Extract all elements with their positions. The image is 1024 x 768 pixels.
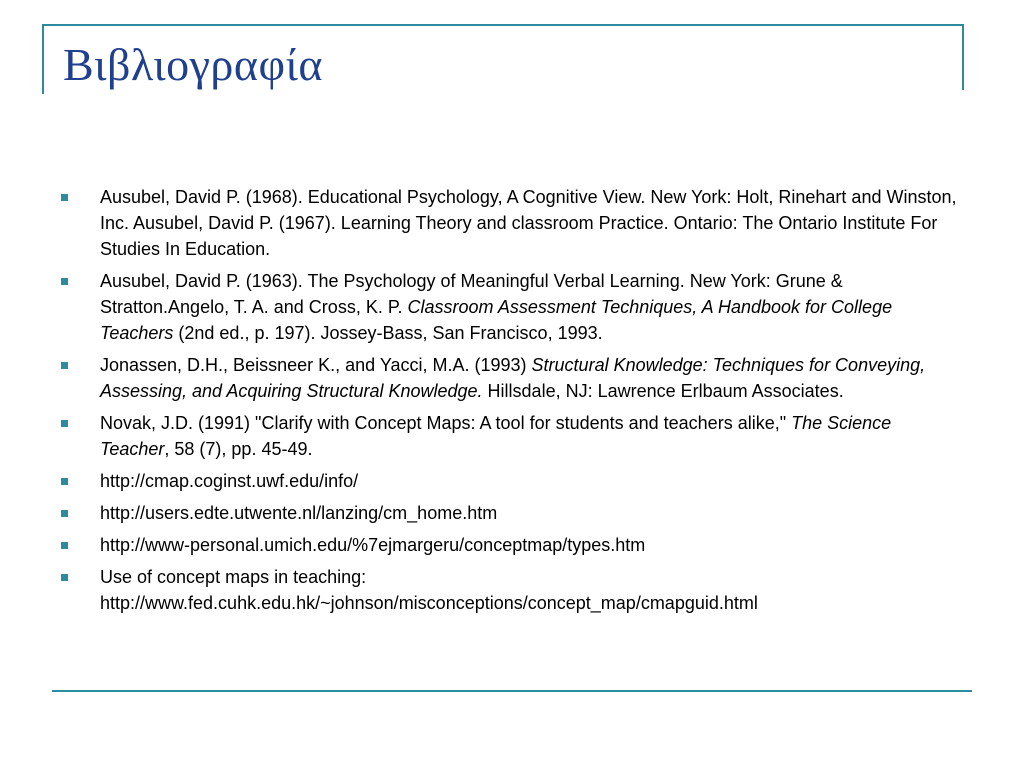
square-bullet-icon [61, 194, 68, 201]
reference-text: Use of concept maps in teaching: http://www.fed.cuhk.edu.hk/~johnson/misconceptions/concept_map/cmapguid.html [100, 567, 758, 613]
reference-item [60, 268, 960, 346]
frame-top-line [42, 24, 964, 26]
reference-text: Jonassen, D.H., Beissneer K., and Yacci, M.A. (1993) [100, 355, 532, 375]
square-bullet-icon [61, 420, 68, 427]
reference-link[interactable]: http://cmap.coginst.uwf.edu/info/ [100, 471, 359, 491]
reference-link[interactable]: http://users.edte.utwente.nl/lanzing/cm_home.htm [100, 503, 498, 523]
reference-item [60, 352, 960, 404]
reference-text: Novak, J.D. (1991) "Clarify with Concept Maps: A tool for students and teachers alike," [100, 413, 792, 433]
reference-item [60, 532, 960, 558]
reference-rest: (2nd ed., p. 197). Jossey-Bass, San Francisco, 1993. [173, 323, 603, 343]
reference-rest: , 58 (7), pp. 45-49. [164, 439, 313, 459]
reference-item [60, 410, 960, 462]
reference-list [60, 184, 960, 622]
square-bullet-icon [61, 574, 68, 581]
square-bullet-icon [61, 278, 68, 285]
reference-rest: Hillsdale, NJ: Lawrence Erlbaum Associates. [482, 381, 844, 401]
reference-item [60, 468, 960, 494]
square-bullet-icon [61, 362, 68, 369]
reference-text: Ausubel, David P. (1963). The Psychology of Meaningful Verbal Learning. New York: Grune & Stratton.Angelo, T. A. and Cross, K. P. [100, 271, 843, 317]
frame-right-line [962, 24, 964, 90]
square-bullet-icon [61, 478, 68, 485]
reference-item [60, 564, 960, 616]
reference-item [60, 500, 960, 526]
reference-italic-title: Classroom Assessment Techniques, A Handbook for College Teachers [100, 297, 893, 343]
slide-title: Βιβλιογραφία [63, 39, 323, 90]
frame-left-line [42, 24, 44, 94]
reference-italic-title: The Science Teacher [100, 413, 892, 459]
reference-italic-title: Structural Knowledge: Techniques for Conveying, Assessing, and Acquiring Structural Knowledge. [100, 355, 926, 401]
reference-link[interactable]: http://www-personal.umich.edu/%7ejmargeru/conceptmap/types.htm [100, 535, 646, 555]
square-bullet-icon [61, 510, 68, 517]
reference-item [60, 184, 960, 262]
reference-text: Ausubel, David P. (1968). Educational Psychology, A Cognitive View. New York: Holt, Rinehart and Winston, Inc. Ausubel, David P. (1967). Learning Theory and classroom Practice. Ontario: The Ontario Institute For Studies In Education. [100, 187, 957, 259]
frame-bottom-line [52, 690, 972, 692]
square-bullet-icon [61, 542, 68, 549]
